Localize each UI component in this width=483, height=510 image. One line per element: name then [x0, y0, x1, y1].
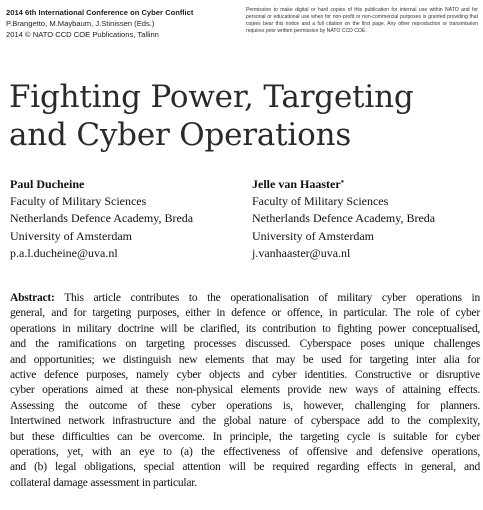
author-affiliation: Faculty of Military Sciences: [252, 194, 389, 209]
abstract-line: [10, 291, 480, 306]
abstract-label: Abstract:: [10, 292, 55, 304]
author-affiliation: Faculty of Military Sciences: [10, 194, 147, 209]
author-name: [252, 176, 477, 193]
author-affiliation: Netherlands Defence Academy, Breda: [252, 211, 436, 226]
paper-title: [9, 78, 479, 154]
conference-title: 2014 6th International Conference on Cyber Conflict: [6, 8, 194, 17]
author-affiliation: University of Amsterdam: [10, 228, 132, 243]
author-name-text: Paul Ducheine: [10, 177, 85, 191]
abstract-line: Assessing the outcome of these cyber operations is, however, challenging for planners.: [10, 399, 480, 412]
abstract-line: operations in military doctrine will be clarified, its contribution to fighting power conceptualised,: [10, 322, 480, 335]
abstract-line: and (b) legal obligations, special attention will be required regarding effects in general, and: [10, 461, 480, 474]
conference-header: [6, 7, 234, 40]
abstract-line: but these difficulties can be overcome. In principle, the targeting cycle is suitable for cyber: [10, 430, 480, 443]
abstract-line: active defence purposes, namely cyber objects and cyber identities. Constructive or disruptive: [10, 369, 480, 382]
abstract-line: Intertwined network infrastructure and the global nature of cyberspace add to the complexity,: [10, 415, 480, 428]
abstract-line: cyber operations aimed at these non-physical elements provide new ways of attaining effects.: [10, 384, 480, 397]
conference-copyright: 2014 © NATO CCD COE Publications, Tallinn: [6, 30, 159, 39]
author-name: [10, 176, 235, 193]
paper-title-line-2: and Cyber Operations: [9, 117, 352, 153]
abstract-line: operations, yet, with an eye to (a) the effectiveness of offensive and defensive operations,: [10, 446, 480, 459]
paper-title-line-1: Fighting Power, Targeting: [9, 79, 414, 115]
author-marker: *: [340, 179, 345, 187]
abstract-line-text: This article contributes to the operationalisation of military cyber operations in: [54, 292, 480, 304]
permission-notice: Permission to make digital or hard copies of this publication for internal use within NATO and for personal or educational use when for non-profit or non-commercial purposes is granted providing that copies bear this notice and a full citation on the first page. Any other reproduction or transmission requires prior written permission by NATO CCD COE.: [246, 7, 478, 35]
abstract-line: and the ramifications on targeting processes discussed. Cyberspace poses unique challenges: [10, 338, 480, 351]
author-block-2: [252, 176, 477, 262]
abstract-line: collateral damage assessment in particular.: [10, 476, 197, 489]
author-affiliation: Netherlands Defence Academy, Breda: [10, 211, 194, 226]
abstract-line: and opportunities; we distinguish new elements that may be used for targeting inter alia for: [10, 353, 480, 366]
abstract-line: general, and for targeting purposes, either in defence or offence, in particular. The role of cyber: [10, 307, 480, 320]
author-block-1: [10, 176, 235, 262]
author-name-text: Jelle van Haaster: [252, 177, 341, 191]
author-email: p.a.l.ducheine@uva.nl: [10, 245, 118, 260]
abstract: [10, 291, 480, 491]
author-affiliation: University of Amsterdam: [252, 228, 374, 243]
conference-editors: P.Brangetto, M.Maybaum, J.Stinissen (Eds.): [6, 19, 155, 28]
author-email: j.vanhaaster@uva.nl: [252, 245, 351, 260]
